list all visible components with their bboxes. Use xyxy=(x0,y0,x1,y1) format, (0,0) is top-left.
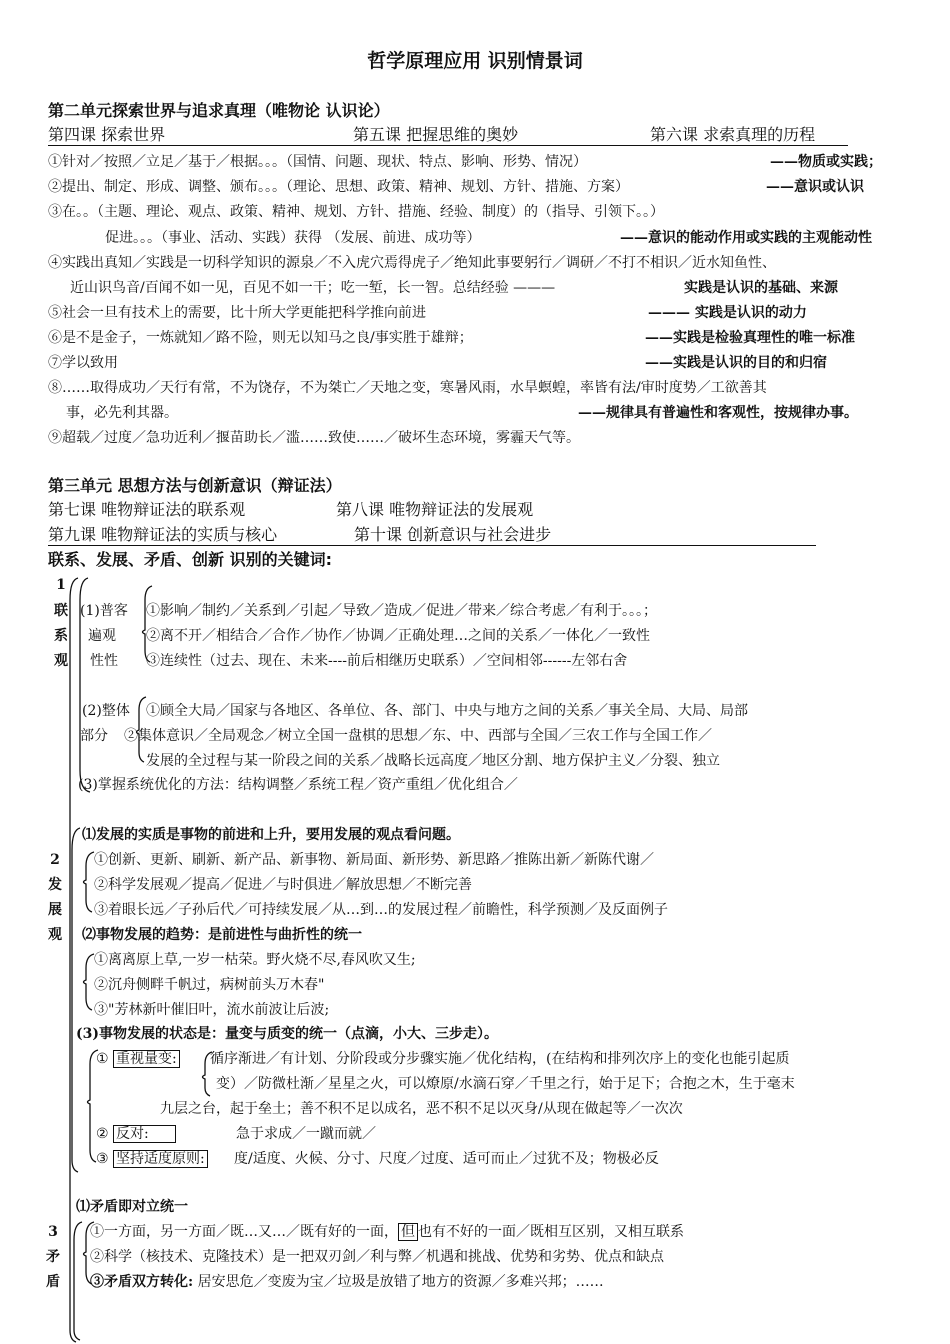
section1-p3: (3)掌握系统优化的方法：结构调整／系统工程／资产重组／优化组合／ xyxy=(78,777,518,793)
section3-bracket xyxy=(74,1222,82,1340)
unit2-item-8-cont: 事，必先利其器。 xyxy=(66,405,178,421)
page-title: 哲学原理应用 识别情景词 xyxy=(367,50,583,72)
lesson-10: 第十课 创新意识与社会进步 xyxy=(354,525,552,544)
unit2-item-6-tag: ——实践是检验真理性的唯一标准 xyxy=(645,330,855,346)
contradiction-transform-label: ③矛盾双方转化: xyxy=(90,1274,194,1290)
unit2-item-4-tag: 实践是认识的基础、来源 xyxy=(684,280,838,296)
section1-p2-line-1: ①顾全大局／国家与各地区、各单位、各、部门、中央与地方之间的关系／事关全局、大局、局部 xyxy=(146,703,748,719)
but-box: 但 xyxy=(398,1223,418,1241)
unit2-item-8: ⑧……取得成功／天行有常，不为饶存，不为桀亡／天地之变，寒暑风雨，水旱螟蝗，率皆有法/审时度势／工欲善其 xyxy=(48,380,767,396)
section1-p1-label-2: 遍观 xyxy=(88,628,116,644)
moderation-box: 坚持适度原则: xyxy=(113,1150,208,1168)
quantitative-change-box: 重视量变: xyxy=(113,1050,180,1068)
section2-bracket xyxy=(72,828,80,1172)
unit2-item-3-tag: ——意识的能动作用或实践的主观能动性 xyxy=(620,230,872,246)
section2-p2-title: ⑵事物发展的趋势：是前进性与曲折性的统一 xyxy=(82,927,362,943)
section2-p3-line-4: 急于求成／一蹴而就／ xyxy=(236,1126,376,1142)
unit2-item-8-tag: ——规律具有普遍性和客观性，按规律办事。 xyxy=(578,405,858,421)
section1-p1-label-3: 性性 xyxy=(90,653,118,669)
section2-label-char-3: 观 xyxy=(48,927,62,943)
section1-label-char-1: 联 xyxy=(54,603,68,619)
section3-p1-line-1a: ①一方面，另一方面／既…又…／既有好的一面， xyxy=(90,1224,398,1240)
section3-p1-line-2: ②科学（核技术、克隆技术）是一把双刃剑／利与弊／机遇和挑战、优势和劣势、优点和缺点 xyxy=(90,1249,664,1265)
section2-p3-row-2: ② 反对: xyxy=(96,1127,176,1141)
section1-p1-label-1: (1)普客 xyxy=(80,603,128,619)
section1-p2-label-1: (2)整体 xyxy=(82,703,130,719)
unit3-heading: 第三单元 思想方法与创新意识（辩证法） xyxy=(48,476,342,495)
unit2-item-1-tag: ——物质或实践； xyxy=(770,154,882,170)
section2-p3-row-3: ③ 坚持适度原则: xyxy=(96,1152,208,1166)
section3-p1-title: ⑴矛盾即对立统一 xyxy=(76,1199,188,1215)
outer-bracket xyxy=(70,578,78,1342)
section2-p2-line-1: ①离离原上草,一岁一枯荣。野火烧不尽,春风吹又生; xyxy=(94,952,416,968)
unit2-item-5: ⑤社会一旦有技术上的需要，比十所大学更能把科学推向前进 xyxy=(48,305,426,321)
unit2-item-6: ⑥是不是金子，一炼就知／路不险，则无以知马之良/事实胜于雄辩； xyxy=(48,330,473,346)
section1-p2-label-2: 部分 xyxy=(80,728,108,744)
section3-number: 3 xyxy=(48,1224,58,1240)
unit2-item-2-tag: ——意识或认识 xyxy=(766,179,864,195)
section2-p3-line-2: 变）／防微杜渐／星星之火，可以燎原/水滴石穿／千里之行，始于足下；合抱之木，生于毫末 xyxy=(216,1076,795,1092)
unit2-item-4: ④实践出真知／实践是一切科学知识的源泉／不入虎穴焉得虎子／绝知此事要躬行／调研／不打不相识／近水知鱼性、 xyxy=(48,255,776,271)
section1-label-char-2: 系 xyxy=(54,628,68,644)
unit2-heading: 第二单元探索世界与追求真理（唯物论 认识论） xyxy=(48,101,390,120)
section3-p1-line-3-text: 居安思危／变废为宝／垃圾是放错了地方的资源／多难兴邦；…… xyxy=(197,1274,604,1290)
section2-p2-line-3: ③"芳林新叶催旧叶，流水前波让后波; xyxy=(94,1002,330,1018)
unit2-item-7: ⑦学以致用 xyxy=(48,355,118,371)
section2-p3-line-3: 九层之台，起于垒土；善不积不足以成名，恶不积不足以灭身/从现在做起等／一次次 xyxy=(160,1101,683,1117)
section2-p3-line-1: 循序渐进／有计划、分阶段或分步骤实施／优化结构，(在结构和排列次序上的变化也能引起质 xyxy=(210,1051,790,1067)
section1-p1-line-2: ②离不开／相结合／合作／协作／协调／正确处理…之间的关系／一体化／一致性 xyxy=(146,628,650,644)
oppose-box: 反对: xyxy=(113,1125,176,1143)
section2-p1-line-2: ②科学发展观／提高／促进／与时俱进／解放思想／不断完善 xyxy=(94,877,472,893)
section2-p3-title: (3)事物发展的状态是：量变与质变的统一（点滴，小大、三步走）。 xyxy=(76,1026,498,1042)
unit2-item-2: ②提出、制定、形成、调整、颁布。。。（理论、思想、政策、精神、规划、方针、措施、方案） xyxy=(48,179,629,195)
section1-p1-line-3: ③连续性（过去、现在、未来----前后相继历史联系）／空间相邻------左邻右舍 xyxy=(146,653,628,669)
section3-p1-line-1b: 也有不好的一面／既相互区别，又相互联系 xyxy=(418,1224,684,1240)
unit2-item-4-cont: 近山识鸟音/百闻不如一见，百见不如一干；吃一堑，长一智。总结经验 ——— xyxy=(70,280,556,296)
section2-p1-title: ⑴发展的实质是事物的前进和上升，要用发展的观点看问题。 xyxy=(82,827,460,843)
keywords-heading: 联系、发展、矛盾、创新 识别的关键词: xyxy=(48,550,332,569)
section2-label-char-2: 展 xyxy=(48,902,62,918)
section3-p1-line-3 xyxy=(90,1275,604,1289)
lesson-7: 第七课 唯物辩证法的联系观 xyxy=(48,500,246,519)
section2-p2-line-2: ②沉舟侧畔千帆过，病树前头万木春" xyxy=(94,977,325,993)
lesson-6: 第六课 求索真理的历程 xyxy=(650,125,816,144)
unit2-item-1: ①针对／按照／立足／基于／根据。。。（国情、问题、现状、特点、影响、形势、情况） xyxy=(48,154,587,170)
section3-p1-line-1 xyxy=(90,1225,684,1239)
unit2-item-5-tag: ——— 实践是认识的动力 xyxy=(648,305,807,321)
section2-label-char-1: 发 xyxy=(48,877,62,893)
section2-p3-row-1: ① 重视量变: xyxy=(96,1052,180,1066)
section2-p3-line-5: 度/适度、火候、分寸、尺度／过度、适可而止／过犹不及；物极必反 xyxy=(234,1151,659,1167)
lesson-8: 第八课 唯物辩证法的发展观 xyxy=(336,500,534,519)
section1-label-char-3: 观 xyxy=(54,653,68,669)
unit2-item-3: ③在。。（主题、理论、观点、政策、精神、规划、方针、措施、经验、制度）的（指导、引领下。。） xyxy=(48,204,664,220)
unit2-item-9: ⑨超载／过度／急功近利／揠苗助长／滥……致使……／破坏生态环境，雾霾天气等。 xyxy=(48,430,580,446)
unit2-item-7-tag: ——实践是认识的目的和归宿 xyxy=(645,355,827,371)
section3-label-char-1: 矛 xyxy=(46,1249,60,1265)
lesson-9: 第九课 唯物辩证法的实质与核心 xyxy=(48,525,278,544)
lesson-4: 第四课 探索世界 xyxy=(48,125,166,144)
section1-p1-line-1: ①影响／制约／关系到／引起／导致／造成／促进／带来／综合考虑／有利于。。。； xyxy=(146,603,657,619)
section3-label-char-2: 盾 xyxy=(46,1274,60,1290)
section2-p1-line-1: ①创新、更新、刷新、新产品、新事物、新局面、新形势、新思路／推陈出新／新陈代谢／ xyxy=(94,852,654,868)
unit2-item-3-cont: 促进。。。（事业、活动、实践）获得 （发展、前进、成功等） xyxy=(105,230,481,246)
lesson-5: 第五课 把握思维的奥妙 xyxy=(353,125,519,144)
section1-p2-line-3: 发展的全过程与某一阶段之间的关系／战略长远高度／地区分割、地方保护主义／分裂、独立 xyxy=(146,753,720,769)
section2-p1-line-3: ③着眼长远／子孙后代／可持续发展／从…到…的发展过程／前瞻性，科学预测／及反面例子 xyxy=(94,902,668,918)
section1-number: 1 xyxy=(56,577,66,593)
section2-number: 2 xyxy=(50,852,60,868)
section1-p2-line-2: ②集体意识／全局观念／树立全国一盘棋的思想／东、中、西部与全国／三农工作与全国工作／ xyxy=(124,728,712,744)
